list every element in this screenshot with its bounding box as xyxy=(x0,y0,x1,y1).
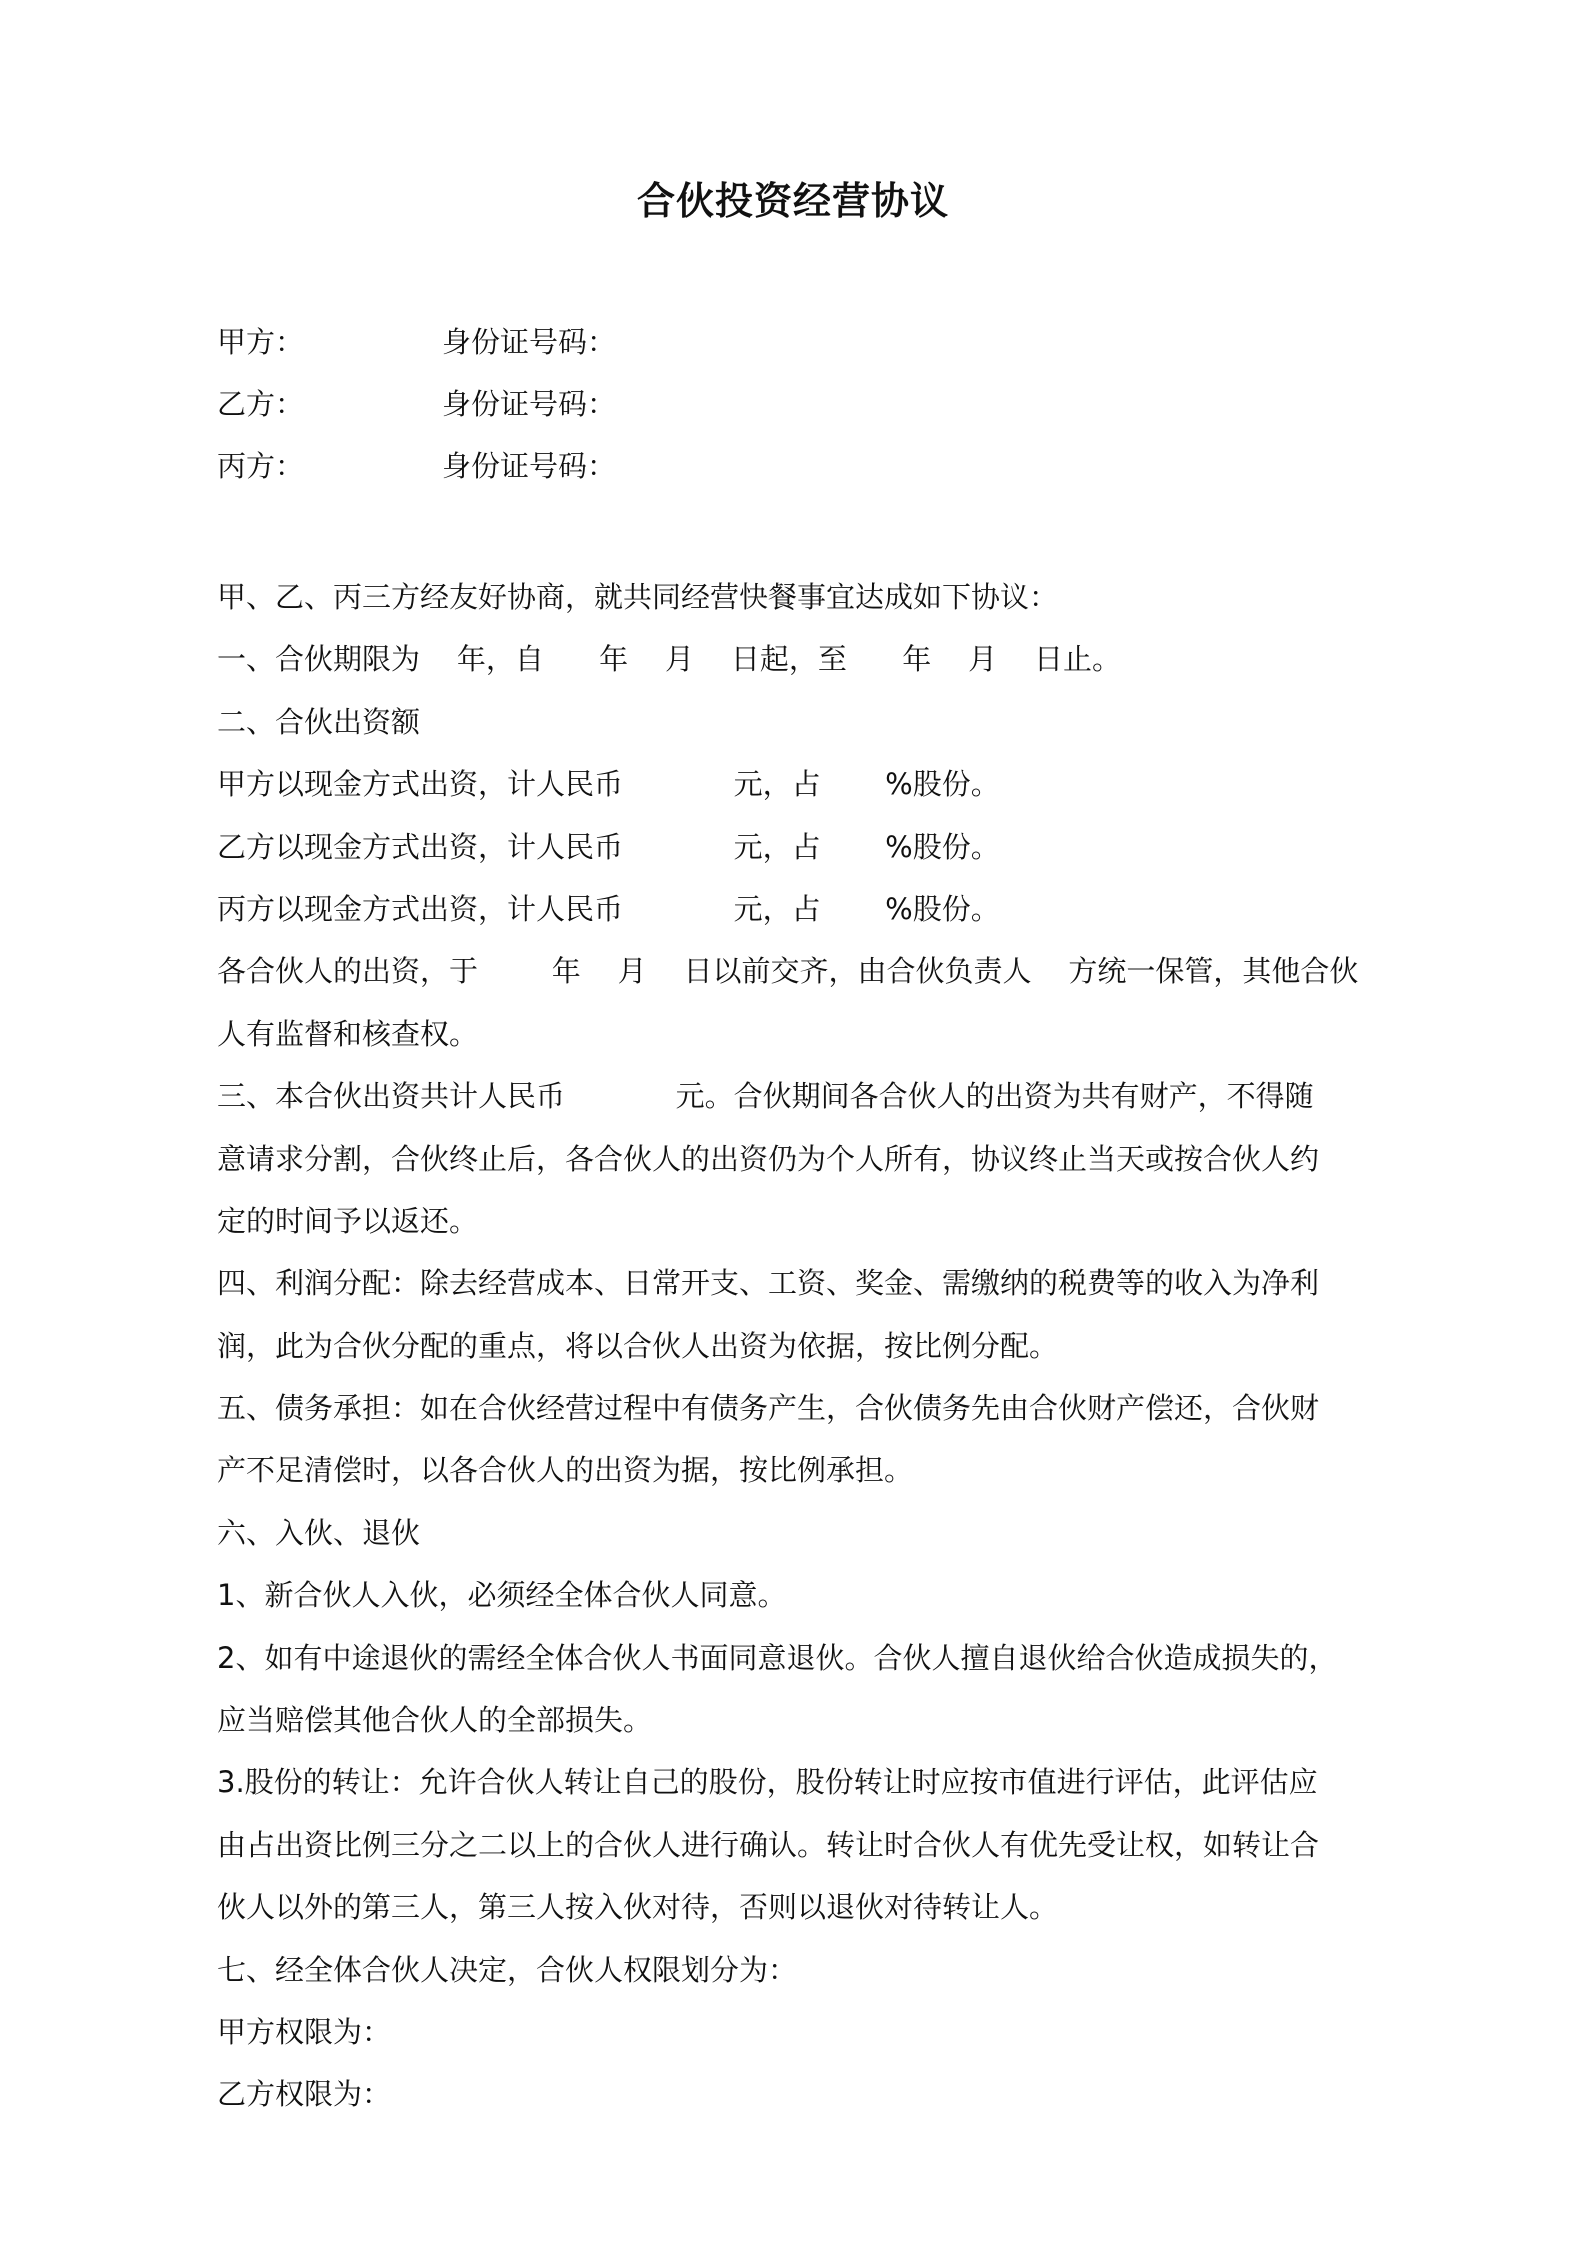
party-row-bing xyxy=(217,446,616,486)
clause-7: 七、经全体合伙人决定，合伙人权限划分为： xyxy=(217,1952,798,1987)
party-row-yi xyxy=(217,384,616,424)
party-name: 丙方： xyxy=(217,449,305,483)
clause-4: 四、利润分配：除去经营成本、日常开支、工资、奖金、需缴纳的税费等的收入为净利 xyxy=(217,1266,1320,1301)
agreement-body xyxy=(217,566,1437,2126)
clause-2-heading: 二、合伙出资额 xyxy=(217,704,421,739)
clause-6-item-3-cont: 由占出资比例三分之二以上的合伙人进行确认。转让时合伙人有优先受让权，如转让合 xyxy=(217,1827,1320,1862)
clause-1-term: 一、合伙期限为 年，自 年 月 日起，至 年 月 日止。 xyxy=(217,642,1121,677)
clause-6-item-3-cont: 伙人以外的第三人，第三人按入伙对待，否则以退伙对待转让人。 xyxy=(217,1890,1059,1925)
clause-4-cont: 润，此为合伙分配的重点，将以合伙人出资为依据，按比例分配。 xyxy=(217,1328,1059,1363)
contribution-bing: 丙方以现金方式出资，计人民币 元，占 %股份。 xyxy=(217,891,1000,926)
id-number-label: 身份证号码： xyxy=(442,387,617,421)
clause-6-item-1: 1、新合伙人入伙，必须经全体合伙人同意。 xyxy=(217,1578,787,1613)
intro-line: 甲、乙、丙三方经友好协商，就共同经营快餐事宜达成如下协议： xyxy=(217,580,1059,614)
clause-3-cont: 定的时间予以返还。 xyxy=(217,1203,479,1238)
party-row-jia xyxy=(217,322,616,362)
party-name: 乙方： xyxy=(217,387,305,421)
clause-3-cont: 意请求分割，合伙终止后，各合伙人的出资仍为个人所有，协议终止当天或按合伙人约 xyxy=(217,1141,1320,1176)
clause-6-item-3: 3.股份的转让：允许合伙人转让自己的股份，股份转让时应按市值进行评估，此评估应 xyxy=(217,1765,1318,1800)
party-name: 甲方： xyxy=(217,325,305,359)
clause-3: 三、本合伙出资共计人民币 元。合伙期间各合伙人的出资为共有财产，不得随 xyxy=(217,1079,1314,1114)
authority-yi: 乙方权限为： xyxy=(217,2077,392,2112)
clause-6-item-2: 2、如有中途退伙的需经全体合伙人书面同意退伙。合伙人擅自退伙给合伙造成损失的， xyxy=(217,1640,1338,1675)
contribution-deadline: 各合伙人的出资，于 年 月 日以前交齐，由合伙负责人 方统一保管，其他合伙 xyxy=(217,954,1359,989)
clause-5: 五、债务承担：如在合伙经营过程中有债务产生，合伙债务先由合伙财产偿还，合伙财 xyxy=(217,1391,1320,1426)
id-number-label: 身份证号码： xyxy=(442,449,617,483)
contribution-yi: 乙方以现金方式出资，计人民币 元，占 %股份。 xyxy=(217,829,1000,864)
authority-jia: 甲方权限为： xyxy=(217,2014,392,2049)
contribution-jia: 甲方以现金方式出资，计人民币 元，占 %股份。 xyxy=(217,767,1000,802)
clause-5-cont: 产不足清偿时，以各合伙人的出资为据，按比例承担。 xyxy=(217,1453,914,1488)
contribution-deadline-cont: 人有监督和核查权。 xyxy=(217,1016,479,1051)
clause-6-heading: 六、入伙、退伙 xyxy=(217,1515,421,1550)
clause-6-item-2-cont: 应当赔偿其他合伙人的全部损失。 xyxy=(217,1703,653,1738)
id-number-label: 身份证号码： xyxy=(442,325,617,359)
document-title: 合伙投资经营协议 xyxy=(636,179,949,223)
